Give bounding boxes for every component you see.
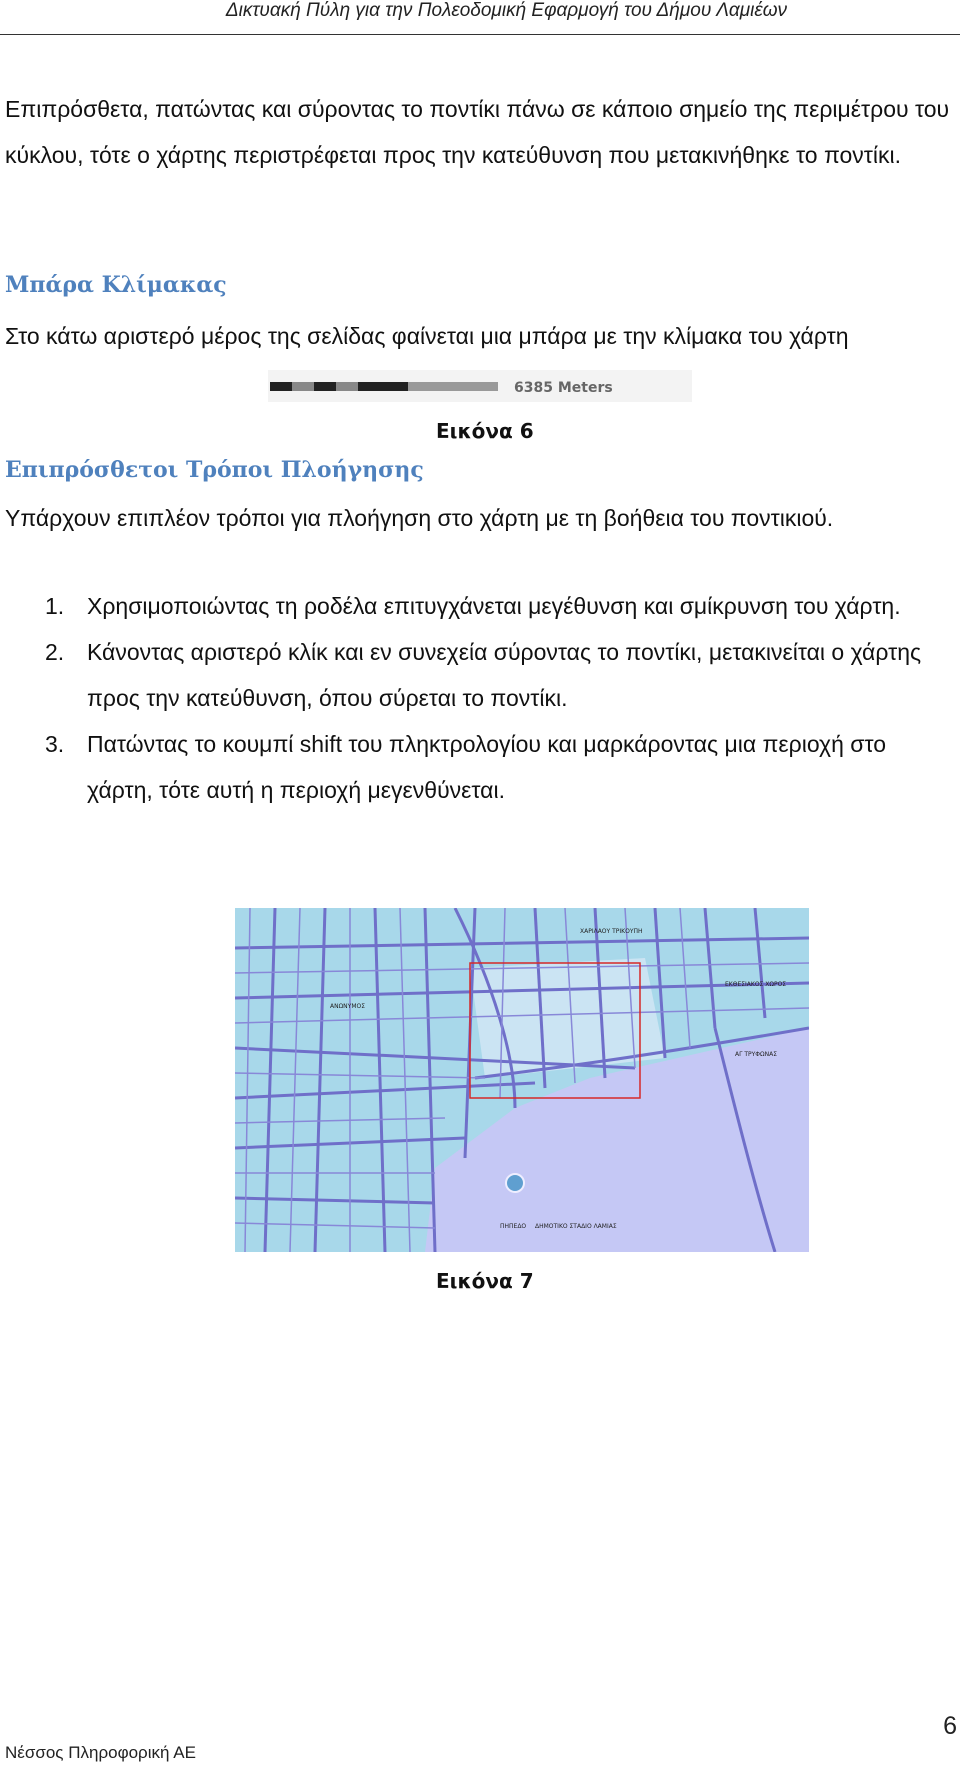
map-label: ΕΚΘΕΣΙΑΚΟΣ ΧΩΡΟΣ (725, 981, 787, 988)
map-drawing (235, 908, 809, 1252)
footer-company: Νέσσος Πληροφορική ΑΕ (5, 1743, 196, 1762)
map-label: ΧΑΡΙΛΑΟΥ ΤΡΙΚΟΥΠΗ (580, 928, 643, 935)
scale-segment (336, 382, 358, 391)
figure-caption-7: Εικόνα 7 (436, 1269, 534, 1293)
list-number: 2. (45, 639, 65, 665)
scale-segment (270, 382, 292, 391)
map-screenshot (235, 908, 809, 1252)
list-item (0, 583, 950, 629)
page-number: 6 (943, 1712, 957, 1740)
scale-bar-paragraph: Στο κάτω αριστερό μέρος της σελίδας φαίνεται μια μπάρα με την κλίμακα του χάρτη (5, 323, 849, 349)
map-label: ΑΓ ΤΡΥΦΩΝΑΣ (735, 1051, 777, 1058)
map-label: ΠΗΠΕΔΟ (500, 1223, 527, 1230)
map-label: ΑΝΩΝΥΜΟΣ (330, 1003, 366, 1010)
figure-caption-6: Εικόνα 6 (436, 419, 534, 443)
navigation-paragraph: Υπάρχουν επιπλέον τρόποι για πλοήγηση στο χάρτη με τη βοήθεια του ποντικιού. (5, 505, 834, 531)
scale-bar-image (268, 370, 692, 402)
scale-segment (408, 382, 498, 391)
list-item (0, 629, 950, 721)
scale-segment (358, 382, 408, 391)
list-text: Χρησιμοποιώντας τη ροδέλα επιτυγχάνεται μεγέθυνση και σμίκρυνση του χάρτη. (87, 593, 901, 619)
list-text: Κάνοντας αριστερό κλίκ και εν συνεχεία σύροντας το ποντίκι, μετακινείται ο χάρτης προς την κατεύθυνση, όπου σύρεται το ποντίκι. (87, 639, 922, 711)
list-number: 3. (45, 731, 65, 757)
scale-bar-label: 6385 Meters (514, 380, 613, 396)
list-number: 1. (45, 593, 65, 619)
intro-paragraph: Επιπρόσθετα, πατώντας και σύροντας το ποντίκι πάνω σε κάποιο σημείο της περιμέτρου του κύκλου, τότε ο χάρτης περιστρέφεται προς την κατεύθυνση που μετακινήθηκε το ποντίκι. (5, 96, 950, 168)
list-text: Πατώντας το κουμπί shift του πληκτρολογίου και μαρκάροντας μια περιοχή στο χάρτη, τότε αυτή η περιοχή μεγενθύνεται. (87, 731, 887, 803)
navigation-heading: Επιπρόσθετοι Τρόποι Πλοήγησης (5, 457, 424, 483)
list-item (0, 721, 950, 813)
scale-segment (292, 382, 314, 391)
map-marker-icon (506, 1174, 524, 1192)
navigation-steps-list (0, 583, 950, 813)
header-title: Δικτυακή Πύλη για την Πολεοδομική Εφαρμογή του Δήμου Λαμιέων (225, 0, 787, 21)
scale-segment (314, 382, 336, 391)
map-label: ΔΗΜΟΤΙΚΟ ΣΤΑΔΙΟ ΛΑΜΙΑΣ (535, 1223, 617, 1230)
scale-bar-heading: Μπάρα Κλίμακας (5, 272, 227, 298)
page-header (0, 0, 960, 35)
